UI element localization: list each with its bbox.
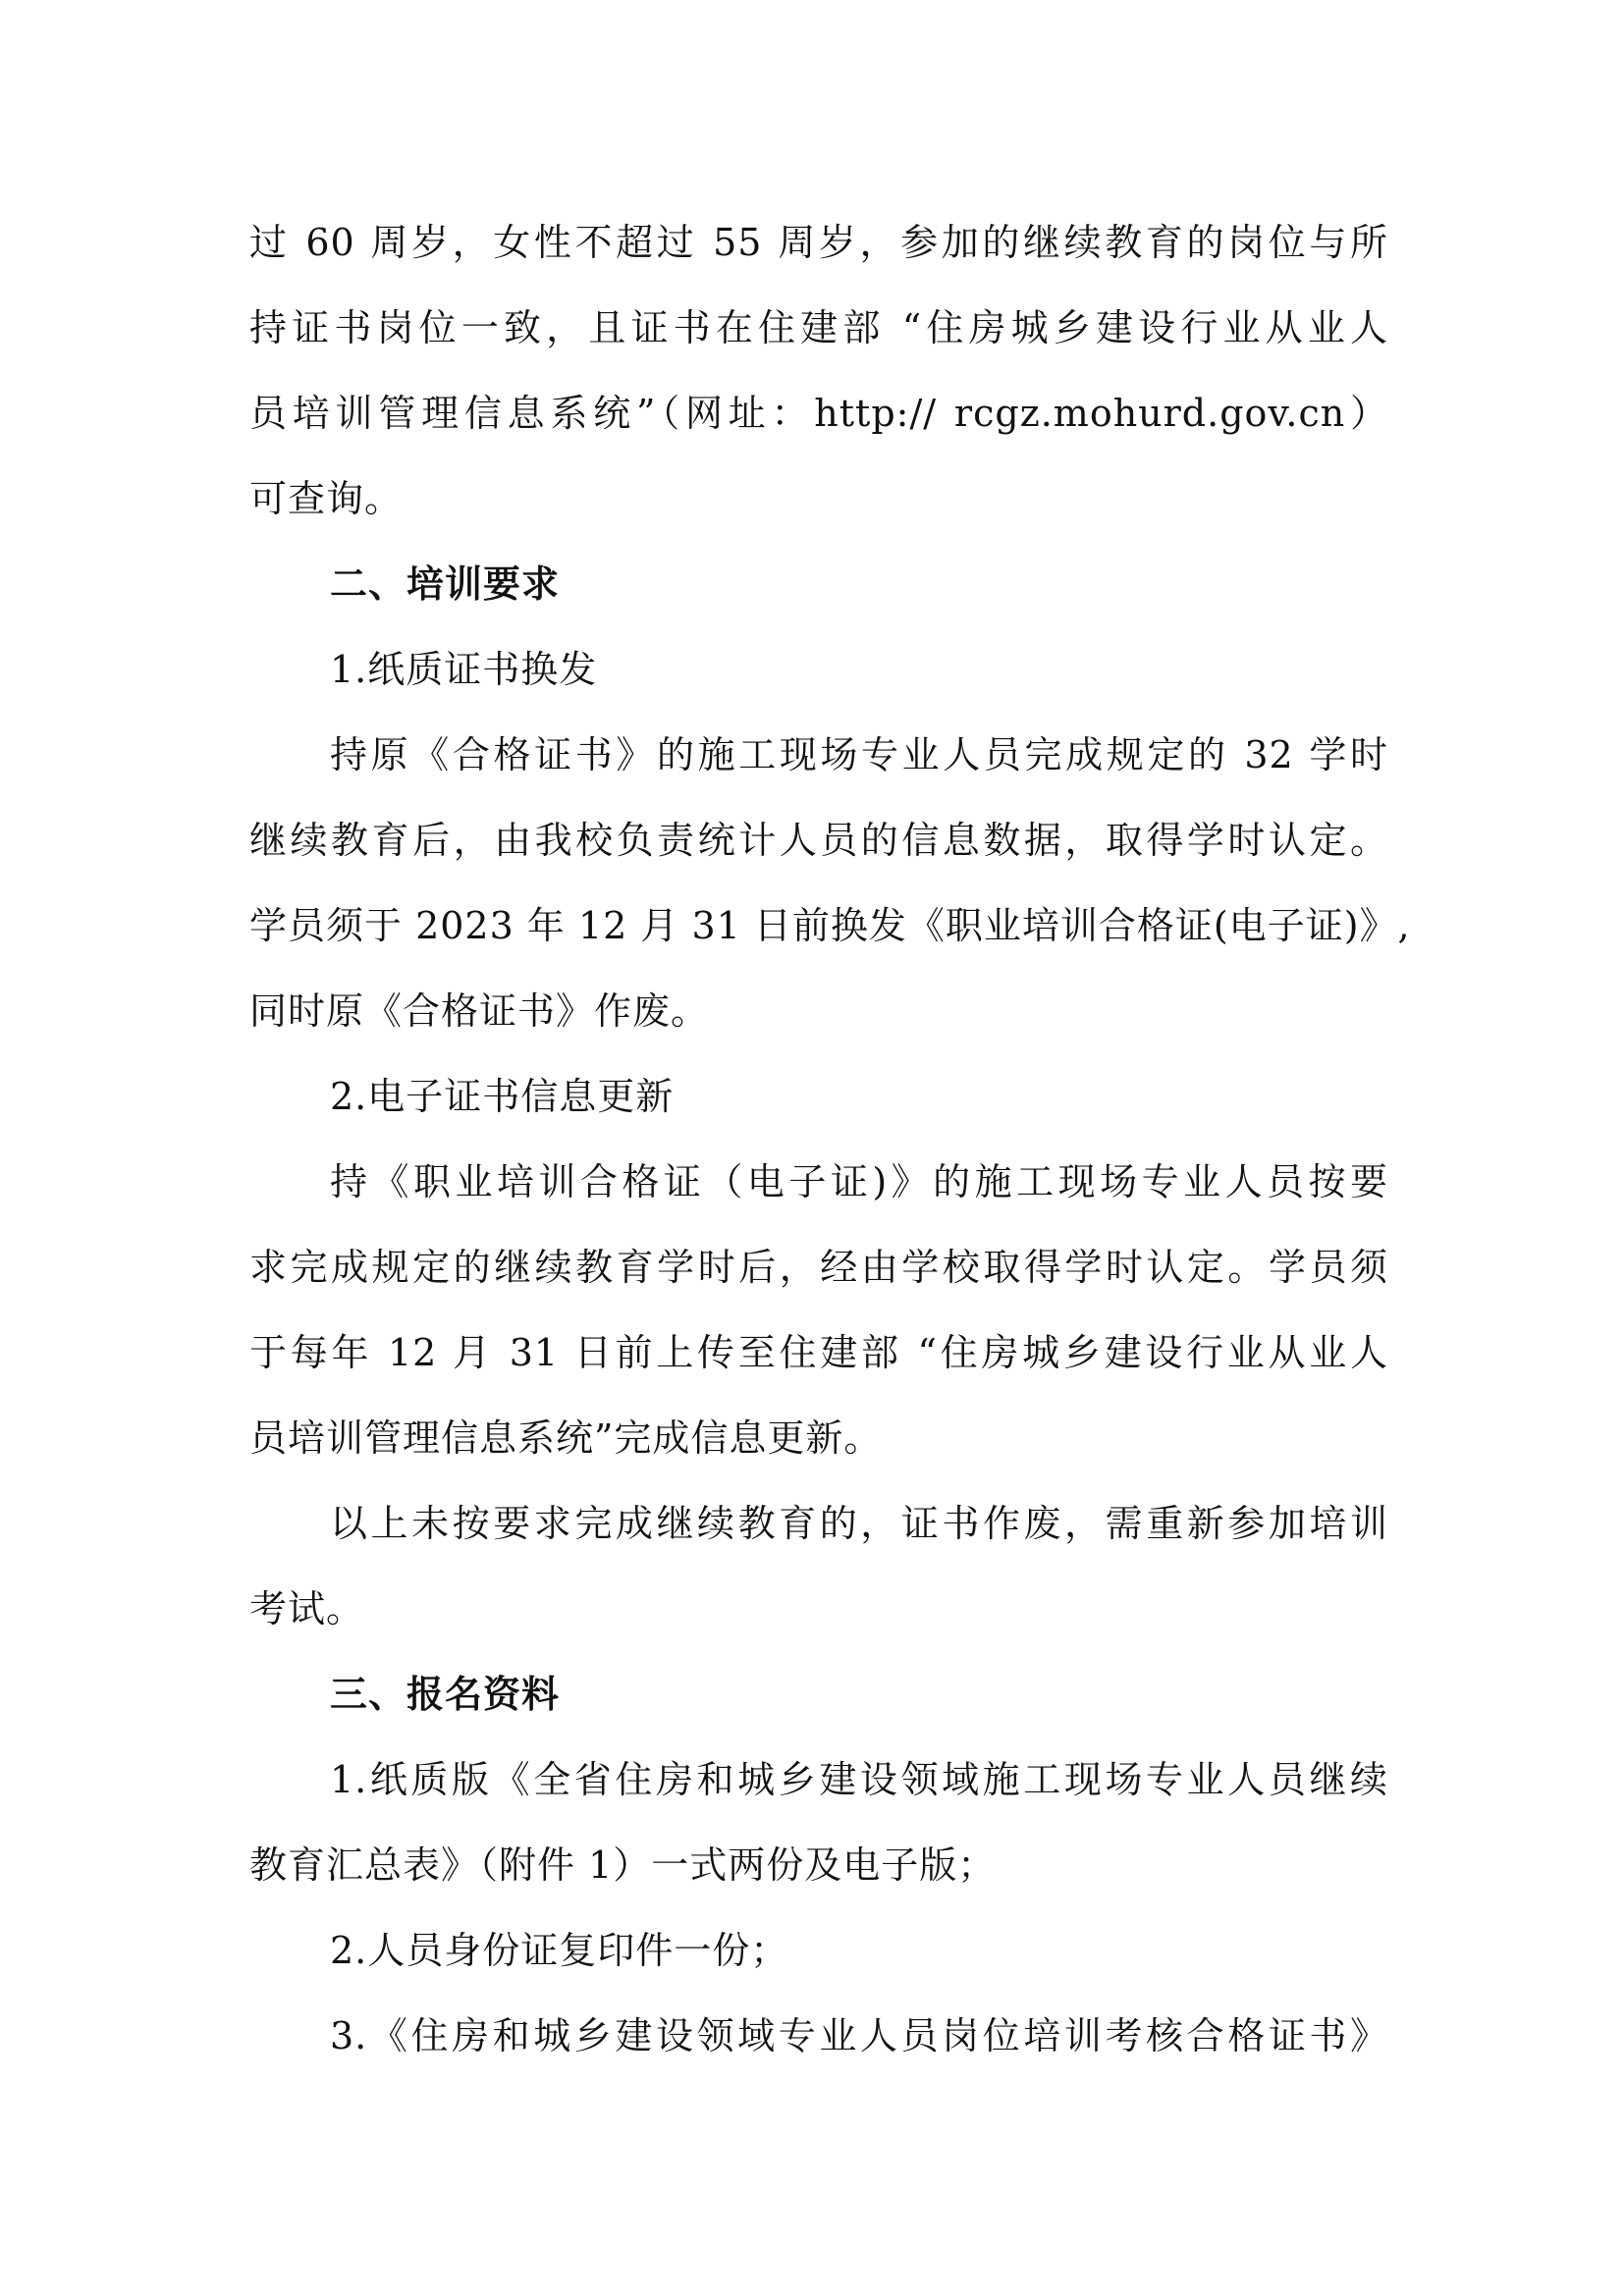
- list-item-continuation: 教育汇总表》（附件 1）一式两份及电子版；: [249, 1843, 997, 1887]
- section-heading: 三、报名资料: [330, 1673, 561, 1716]
- paragraph-line: 学员须于 2023 年 12 月 31 日前换发《职业培训合格证(电子证)》,: [249, 904, 1411, 947]
- paragraph-line: 员培训管理信息系统”（网址：http:// rcgz.mohurd.gov.cn）: [249, 392, 1388, 435]
- paragraph-line: 求完成规定的继续教育学时后，经由学校取得学时认定。学员须: [249, 1246, 1388, 1289]
- paragraph-line: 员培训管理信息系统”完成信息更新。: [249, 1416, 883, 1460]
- list-item: 3.《住房和城乡建设领域专业人员岗位培训考核合格证书》: [330, 2014, 1388, 2057]
- paragraph-line: 同时原《合格证书》作废。: [249, 989, 710, 1033]
- paragraph-line: 于每年 12 月 31 日前上传至住建部 “住房城乡建设行业从业人: [249, 1331, 1388, 1374]
- paragraph-line: 以上未按要求完成继续教育的，证书作废，需重新参加培训: [330, 1502, 1388, 1545]
- paragraph-line: 继续教育后，由我校负责统计人员的信息数据，取得学时认定。: [249, 819, 1388, 862]
- paragraph-line: 可查询。: [249, 477, 404, 520]
- section-heading: 二、培训要求: [330, 562, 561, 606]
- subsection-heading: 2.电子证书信息更新: [330, 1075, 675, 1118]
- paragraph-line: 持《职业培训合格证（电子证)》的施工现场专业人员按要: [330, 1160, 1388, 1203]
- paragraph-line: 考试。: [249, 1587, 365, 1630]
- paragraph-line: 持原《合格证书》的施工现场专业人员完成规定的 32 学时: [330, 733, 1388, 776]
- paragraph-line: 过 60 周岁，女性不超过 55 周岁，参加的继续教育的岗位与所: [249, 221, 1388, 264]
- list-item: 2.人员身份证复印件一份；: [330, 1929, 789, 1972]
- list-item: 1.纸质版《全省住房和城乡建设领域施工现场专业人员继续: [330, 1758, 1388, 1801]
- paragraph-line: 持证书岗位一致，且证书在住建部 “住房城乡建设行业从业人: [249, 306, 1388, 349]
- subsection-heading: 1.纸质证书换发: [330, 648, 598, 691]
